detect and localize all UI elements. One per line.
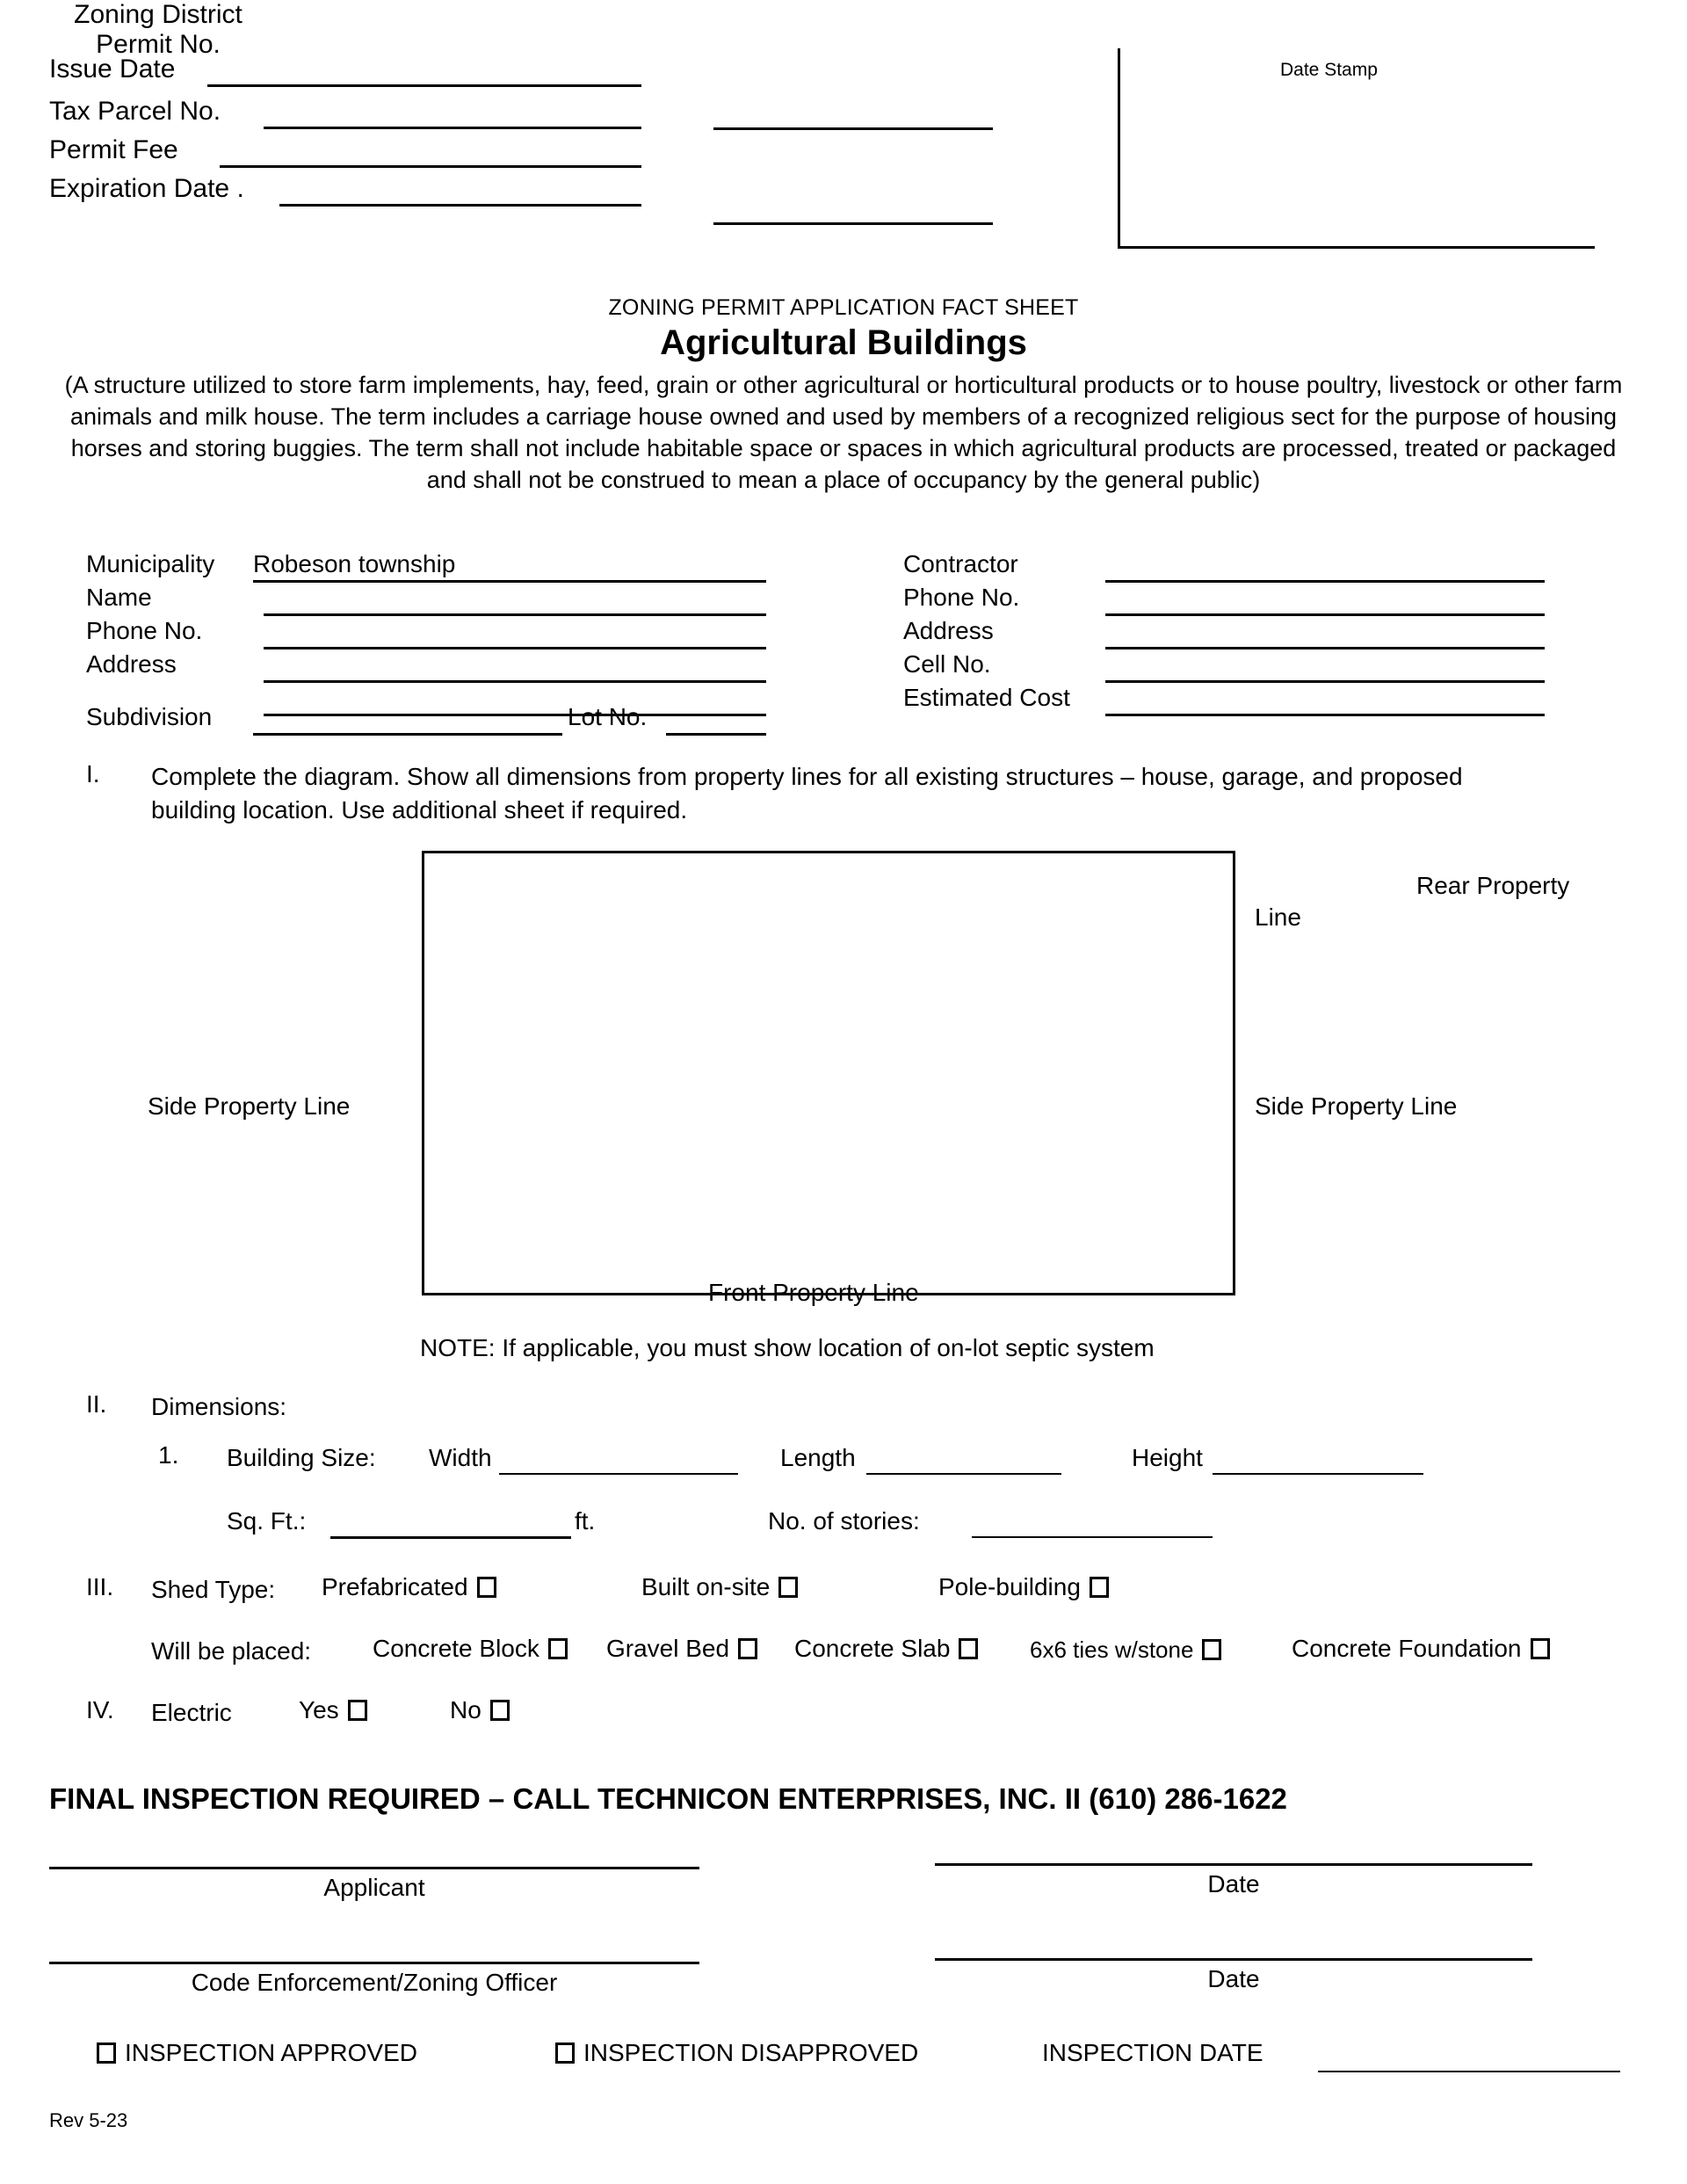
zoning-district-label: Zoning District — [74, 0, 243, 29]
placement-concrete-slab-label: Concrete Slab — [794, 1635, 951, 1662]
placement-concrete-block-label: Concrete Block — [373, 1635, 539, 1662]
inspection-approved[interactable] — [97, 2039, 417, 2067]
section-4-numeral: IV. — [86, 1696, 114, 1723]
subdivision-line[interactable] — [253, 733, 562, 736]
zoning-district-line[interactable] — [713, 127, 993, 130]
section-2-heading: Dimensions: — [151, 1393, 287, 1420]
inspection-approved-checkbox[interactable] — [97, 2043, 116, 2064]
electric-no-label: No — [450, 1696, 481, 1723]
estimated-cost-label: Estimated Cost — [903, 684, 1070, 711]
applicant-caption: Applicant — [323, 1874, 425, 1901]
contractor-cell-label: Cell No. — [903, 650, 991, 678]
name-label: Name — [86, 584, 152, 611]
shed-type-prefabricated-checkbox[interactable] — [477, 1577, 496, 1598]
sqft-unit: ft. — [575, 1507, 596, 1535]
applicant-date-caption: Date — [1207, 1870, 1260, 1897]
inspection-disapproved-label: INSPECTION DISAPPROVED — [583, 2039, 919, 2066]
building-size-label: Building Size: — [227, 1444, 376, 1471]
side-property-line-left-label: Side Property Line — [148, 1092, 351, 1120]
electric-no-checkbox[interactable] — [490, 1700, 510, 1721]
permit-no-label: Permit No. — [96, 30, 221, 59]
site-diagram-box[interactable] — [422, 851, 1235, 1295]
placement-concrete-foundation-checkbox[interactable] — [1531, 1638, 1550, 1659]
rear-property-line-label: Line — [1255, 903, 1301, 931]
address-line-2[interactable] — [264, 714, 766, 716]
phone-no-line[interactable] — [264, 647, 766, 649]
front-property-line-label: Front Property Line — [708, 1279, 919, 1306]
officer-date-line[interactable] — [935, 1958, 1532, 1961]
address-label: Address — [86, 650, 177, 678]
electric-label: Electric — [151, 1699, 232, 1726]
placement-concrete-foundation[interactable] — [1292, 1635, 1550, 1663]
section-1-text: Complete the diagram. Show all dimensions from property lines for all existing structures – house, garage, and proposed building location. Use additional sheet if required. — [151, 763, 1463, 824]
revision-footer: Rev 5-23 — [49, 2109, 128, 2131]
width-label: Width — [429, 1444, 492, 1471]
inspection-disapproved[interactable] — [555, 2039, 918, 2067]
applicant-signature-line[interactable] — [49, 1867, 699, 1869]
inspection-date-line[interactable] — [1318, 2071, 1620, 2072]
placement-concrete-slab-checkbox[interactable] — [959, 1638, 978, 1659]
inspection-date-label: INSPECTION DATE — [1042, 2039, 1263, 2066]
width-line[interactable] — [499, 1473, 738, 1475]
officer-signature-line[interactable] — [49, 1962, 699, 1964]
placement-concrete-block[interactable] — [373, 1635, 568, 1663]
contractor-address-label: Address — [903, 617, 994, 644]
issue-date-label: Issue Date — [49, 54, 176, 83]
placement-label: Will be placed: — [151, 1637, 312, 1665]
applicant-date-line[interactable] — [935, 1863, 1532, 1866]
placement-gravel-bed-label: Gravel Bed — [606, 1635, 730, 1662]
placement-6x6-ties-wstone-label: 6x6 ties w/stone — [1030, 1636, 1194, 1663]
electric-yes-label: Yes — [299, 1696, 339, 1723]
contractor-label: Contractor — [903, 550, 1018, 577]
electric-yes[interactable] — [299, 1696, 367, 1724]
officer-caption: Code Enforcement/Zoning Officer — [191, 1969, 558, 1996]
placement-concrete-block-checkbox[interactable] — [548, 1638, 568, 1659]
permit-fee-line[interactable] — [220, 165, 641, 168]
placement-gravel-bed-checkbox[interactable] — [738, 1638, 757, 1659]
length-line[interactable] — [866, 1473, 1061, 1475]
expiration-date-line[interactable] — [279, 204, 641, 207]
municipality-label: Municipality — [86, 550, 215, 577]
shed-type-prefabricated[interactable] — [322, 1573, 496, 1601]
stories-line[interactable] — [972, 1536, 1213, 1538]
officer-date-caption: Date — [1207, 1965, 1260, 1992]
contractor-address-line[interactable] — [1105, 647, 1545, 649]
tax-parcel-no-label: Tax Parcel No. — [49, 97, 221, 126]
lot-no-label: Lot No. — [568, 703, 648, 730]
contractor-cell-line[interactable] — [1105, 680, 1545, 683]
contractor-line[interactable] — [1105, 580, 1545, 583]
contractor-phone-line[interactable] — [1105, 613, 1545, 616]
section-3-numeral: III. — [86, 1573, 114, 1600]
shed-type-pole-building[interactable] — [938, 1573, 1109, 1601]
shed-type-pole-building-label: Pole-building — [938, 1573, 1081, 1600]
placement-concrete-foundation-label: Concrete Foundation — [1292, 1635, 1522, 1662]
fact-sheet-kicker: ZONING PERMIT APPLICATION FACT SHEET — [608, 295, 1079, 320]
shed-type-prefabricated-label: Prefabricated — [322, 1573, 468, 1600]
section-1-numeral: I. — [86, 760, 100, 787]
municipality-line[interactable] — [253, 580, 766, 583]
section-2-numeral: II. — [86, 1390, 107, 1418]
lot-no-line[interactable] — [666, 733, 766, 736]
shed-type-built-on-site[interactable] — [641, 1573, 798, 1601]
municipality-value[interactable]: Robeson township — [253, 550, 456, 577]
shed-type-built-on-site-checkbox[interactable] — [778, 1577, 798, 1598]
section-2-item-number: 1. — [158, 1441, 179, 1469]
rear-property-label: Rear Property — [1416, 872, 1570, 899]
issue-date-line[interactable] — [207, 84, 641, 87]
shed-type-built-on-site-label: Built on-site — [641, 1573, 771, 1600]
subdivision-label: Subdivision — [86, 703, 213, 730]
inspection-disapproved-checkbox[interactable] — [555, 2043, 575, 2064]
placement-6x6-ties-wstone-checkbox[interactable] — [1202, 1639, 1221, 1660]
definition-paragraph: (A structure utilized to store farm implements, hay, feed, grain or other agricultural or horticultural products or to house poultry, livestock or other farm animals and milk house. The term includes a carriage house owned and used by members of a recognized religious sect for the purpose of housing horses and storing buggies. The term shall not include habitable space or spaces in which agricultural products are processed, treated or packaged and shall not be construed to mean a place of occupancy by the general public) — [64, 372, 1623, 493]
address-line[interactable] — [264, 680, 766, 683]
septic-note: NOTE: If applicable, you must show location of on-lot septic system — [420, 1334, 1155, 1361]
page-title: Agricultural Buildings — [660, 323, 1027, 362]
permit-no-line[interactable] — [713, 222, 993, 225]
date-stamp-label: Date Stamp — [1280, 60, 1378, 80]
height-label: Height — [1132, 1444, 1203, 1471]
placement-6x6-ties-wstone[interactable] — [1030, 1636, 1221, 1664]
sqft-label: Sq. Ft.: — [227, 1507, 307, 1535]
name-line[interactable] — [264, 613, 766, 616]
final-inspection-banner: FINAL INSPECTION REQUIRED – CALL TECHNICON ENTERPRISES, INC. II (610) 286-1622 — [49, 1782, 1287, 1815]
expiration-date-label: Expiration Date . — [49, 174, 244, 203]
estimated-cost-line[interactable] — [1105, 714, 1545, 716]
phone-no-label: Phone No. — [86, 617, 203, 644]
electric-yes-checkbox[interactable] — [348, 1700, 367, 1721]
length-label: Length — [780, 1444, 856, 1471]
shed-type-label: Shed Type: — [151, 1576, 276, 1603]
inspection-approved-label: INSPECTION APPROVED — [125, 2039, 417, 2066]
tax-parcel-no-line[interactable] — [264, 127, 641, 129]
placement-gravel-bed[interactable] — [606, 1635, 757, 1663]
contractor-phone-label: Phone No. — [903, 584, 1020, 611]
permit-fee-label: Permit Fee — [49, 135, 178, 164]
sqft-line[interactable] — [330, 1536, 571, 1539]
electric-no[interactable] — [450, 1696, 510, 1724]
height-line[interactable] — [1213, 1473, 1423, 1475]
shed-type-pole-building-checkbox[interactable] — [1090, 1577, 1109, 1598]
stories-label: No. of stories: — [768, 1507, 920, 1535]
placement-concrete-slab[interactable] — [794, 1635, 978, 1663]
side-property-line-right-label: Side Property Line — [1255, 1092, 1458, 1120]
